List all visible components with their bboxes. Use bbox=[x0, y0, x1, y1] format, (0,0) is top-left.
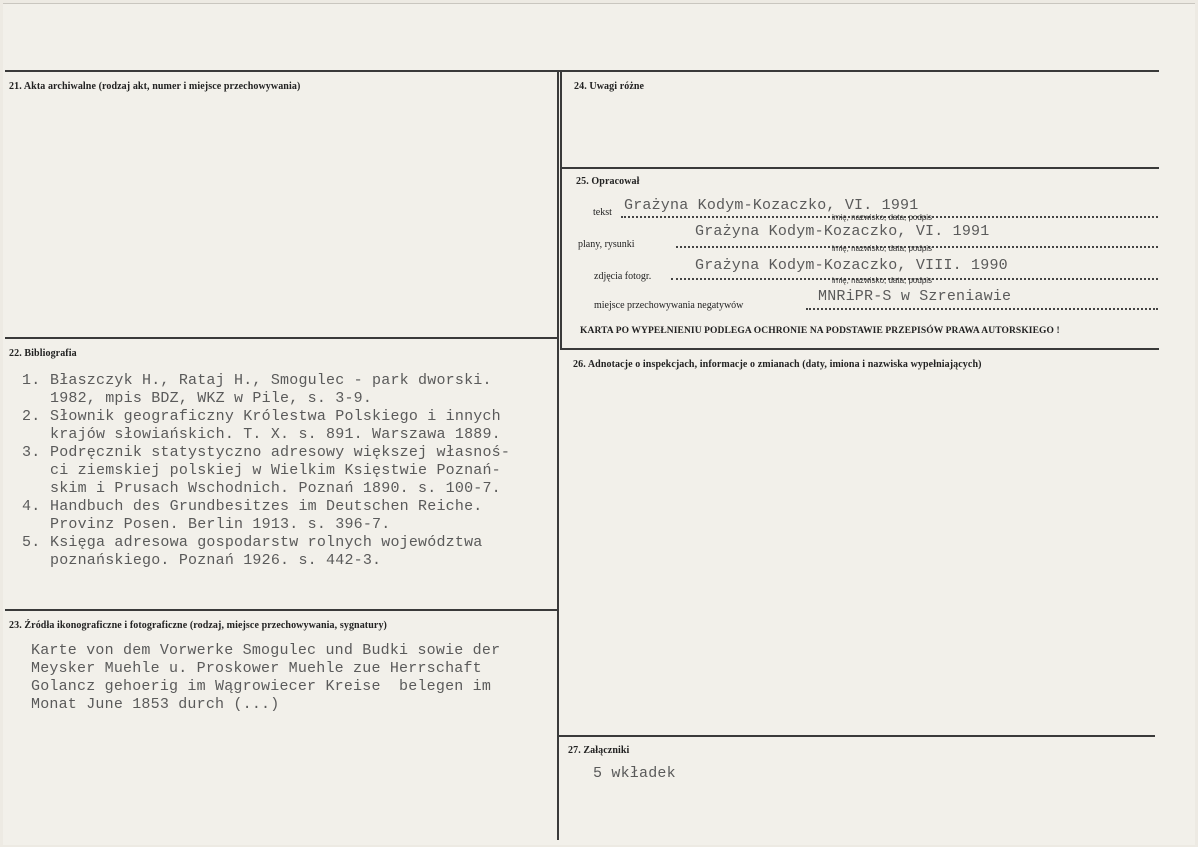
bibliography-item-number: 2. bbox=[22, 408, 41, 425]
negatives-storage-value: MNRiPR-S w Szreniawie bbox=[818, 288, 1012, 305]
right-divider-25-26 bbox=[560, 348, 1159, 350]
bibliography-item-line: ci ziemskiej polskiej w Wielkim Księstwie Poznań- bbox=[50, 462, 501, 479]
bibliography-item-line: krajów słowiańskich. T. X. s. 891. Warszawa 1889. bbox=[50, 426, 501, 443]
negatives-storage-label: miejsce przechowywania negatywów bbox=[594, 300, 744, 311]
negatives-storage-dotted-line bbox=[806, 308, 1158, 310]
top-rule bbox=[5, 70, 1159, 72]
section-26-label: 26. Adnotacje o inspekcjach, informacje o zmianach (daty, imiona i nazwiska wypełniających) bbox=[573, 359, 982, 370]
attachments-value: 5 wkładek bbox=[593, 765, 676, 782]
bibliography-item-line: poznańskiego. Poznań 1926. s. 442-3. bbox=[50, 552, 382, 569]
right-divider-26-27 bbox=[558, 735, 1155, 737]
bibliography-item-number: 5. bbox=[22, 534, 41, 551]
left-divider-21-22 bbox=[5, 337, 558, 339]
iconographic-source-line: Golancz gehoerig im Wągrowiecer Kreise belegen im bbox=[31, 678, 492, 695]
bibliography-item-line: Provinz Posen. Berlin 1913. s. 396-7. bbox=[50, 516, 391, 533]
iconographic-source-line: Meysker Muehle u. Proskower Muehle zue Herrschaft bbox=[31, 660, 482, 677]
bibliography-item-line: 1982, mpis BDZ, WKZ w Pile, s. 3-9. bbox=[50, 390, 373, 407]
plans-author-label: plany, rysunki bbox=[578, 239, 635, 250]
plans-author-caption: imię, nazwisko, data, podpis bbox=[832, 244, 933, 253]
photos-author-value: Grażyna Kodym-Kozaczko, VIII. 1990 bbox=[695, 257, 1008, 274]
text-author-caption: imię, nazwisko, data, podpis bbox=[832, 213, 933, 222]
section-22-label: 22. Bibliografia bbox=[9, 348, 77, 359]
right-divider-24-25 bbox=[560, 167, 1159, 169]
section-24-label: 24. Uwagi różne bbox=[574, 81, 645, 92]
section-27-label: 27. Załączniki bbox=[568, 745, 630, 756]
section-21-label: 21. Akta archiwalne (rodzaj akt, numer i miejsce przechowywania) bbox=[9, 81, 301, 92]
iconographic-source-line: Monat June 1853 durch (...) bbox=[31, 696, 280, 713]
right-divider bbox=[560, 70, 562, 348]
bibliography-item-number: 4. bbox=[22, 498, 41, 515]
bibliography-item-line: Słownik geograficzny Królestwa Polskiego i innych bbox=[50, 408, 501, 425]
center-divider bbox=[557, 70, 559, 840]
text-author-label: tekst bbox=[593, 207, 612, 218]
left-divider-22-23 bbox=[5, 609, 558, 611]
bibliography-item-number: 1. bbox=[22, 372, 41, 389]
bibliography-item-number: 3. bbox=[22, 444, 41, 461]
iconographic-source-line: Karte von dem Vorwerke Smogulec und Budki sowie der bbox=[31, 642, 501, 659]
bibliography-item-line: Błaszczyk H., Rataj H., Smogulec - park dworski. bbox=[50, 372, 492, 389]
copyright-notice: KARTA PO WYPEŁNIENIU PODLEGA OCHRONIE NA PODSTAWIE PRZEPISÓW PRAWA AUTORSKIEGO ! bbox=[580, 326, 1060, 336]
plans-author-value: Grażyna Kodym-Kozaczko, VI. 1991 bbox=[695, 223, 990, 240]
bibliography-item-line: Handbuch des Grundbesitzes im Deutschen Reiche. bbox=[50, 498, 483, 515]
bibliography-item-line: skim i Prusach Wschodnich. Poznań 1890. s. 100-7. bbox=[50, 480, 501, 497]
bibliography-item-line: Podręcznik statystyczno adresowy większej własnoś- bbox=[50, 444, 511, 461]
section-23-label: 23. Źródła ikonograficzne i fotograficzne (rodzaj, miejsce przechowywania, sygnatury) bbox=[9, 620, 387, 631]
text-author-value: Grażyna Kodym-Kozaczko, VI. 1991 bbox=[624, 197, 919, 214]
photos-author-label: zdjęcia fotogr. bbox=[594, 271, 652, 282]
photos-author-caption: imię, nazwisko, data, podpis bbox=[832, 276, 933, 285]
section-25-label: 25. Opracował bbox=[576, 176, 640, 187]
bibliography-item-line: Księga adresowa gospodarstw rolnych województwa bbox=[50, 534, 483, 551]
